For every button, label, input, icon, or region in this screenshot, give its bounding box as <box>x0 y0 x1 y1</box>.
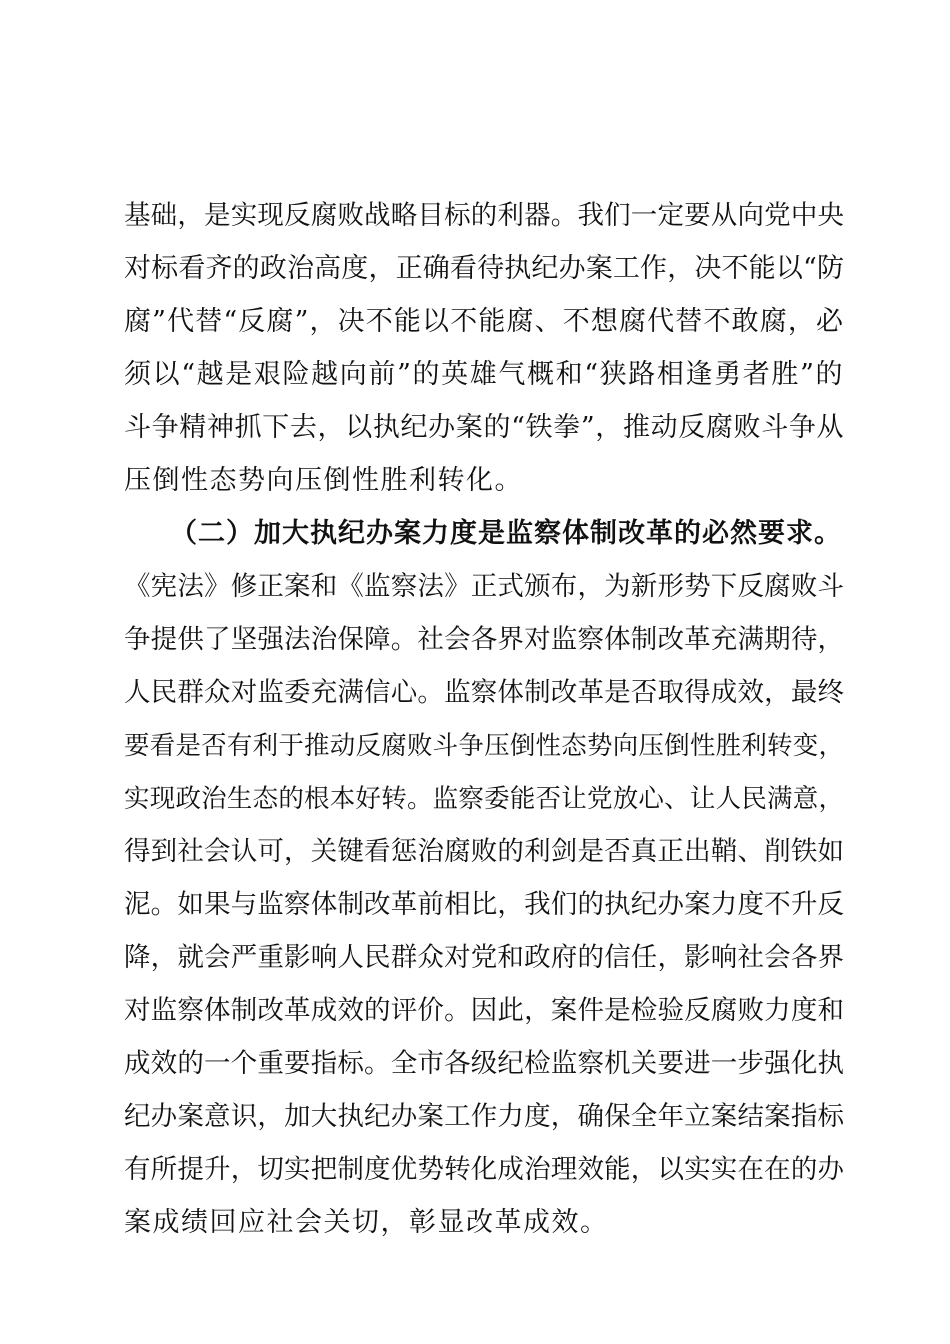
paragraph-1-line-4: 须以“越是艰险越向前”的英雄气概和“狭路相逢勇者胜”的 <box>124 359 844 390</box>
paragraph-2-line-1: 《宪法》修正案和《监察法》正式颁布，为新形势下反腐败斗 <box>124 571 844 602</box>
paragraph-2-line-10: 成效的一个重要指标。全市各级纪检监察机关要进一步强化执 <box>124 1048 844 1079</box>
paragraph-1-line-5: 斗争精神抓下去，以执纪办案的“铁拳”，推动反腐败斗争从 <box>124 412 844 443</box>
paragraph-2-line-3: 人民群众对监委充满信心。监察体制改革是否取得成效，最终 <box>124 677 844 708</box>
section-heading: （二）加大执纪办案力度是监察体制改革的必然要求。 <box>170 518 842 549</box>
paragraph-2-line-9: 对监察体制改革成效的评价。因此，案件是检验反腐败力度和 <box>124 995 844 1026</box>
paragraph-2-line-8: 降，就会严重影响人民群众对党和政府的信任，影响社会各界 <box>124 942 844 973</box>
paragraph-2-line-6: 得到社会认可，关键看惩治腐败的利剑是否真正出鞘、削铁如 <box>124 836 844 867</box>
paragraph-2-line-2: 争提供了坚强法治保障。社会各界对监察体制改革充满期待， <box>124 624 844 655</box>
paragraph-2-line-4: 要看是否有利于推动反腐败斗争压倒性态势向压倒性胜利转变， <box>124 731 844 761</box>
paragraph-2-line-7: 泥。如果与监察体制改革前相比，我们的执纪办案力度不升反 <box>124 889 844 920</box>
paragraph-1-line-3: 腐”代替“反腐”，决不能以不能腐、不想腐代替不敢腐，必 <box>124 306 844 337</box>
paragraph-2-line-11: 纪办案意识，加大执纪办案工作力度，确保全年立案结案指标 <box>124 1101 844 1132</box>
paragraph-1-line-2: 对标看齐的政治高度，正确看待执纪办案工作，决不能以“防 <box>124 253 844 284</box>
paragraph-2-line-5: 实现政治生态的根本好转。监察委能否让党放心、让人民满意， <box>124 784 844 814</box>
paragraph-2-line-12: 有所提升，切实把制度优势转化成治理效能，以实实在在的办 <box>124 1154 844 1185</box>
paragraph-2-line-13: 案成绩回应社会关切，彰显改革成效。 <box>124 1207 609 1238</box>
paragraph-1-line-1: 基础，是实现反腐败战略目标的利器。我们一定要从向党中央 <box>124 200 844 231</box>
paragraph-1-line-6: 压倒性态势向压倒性胜利转化。 <box>124 465 523 496</box>
